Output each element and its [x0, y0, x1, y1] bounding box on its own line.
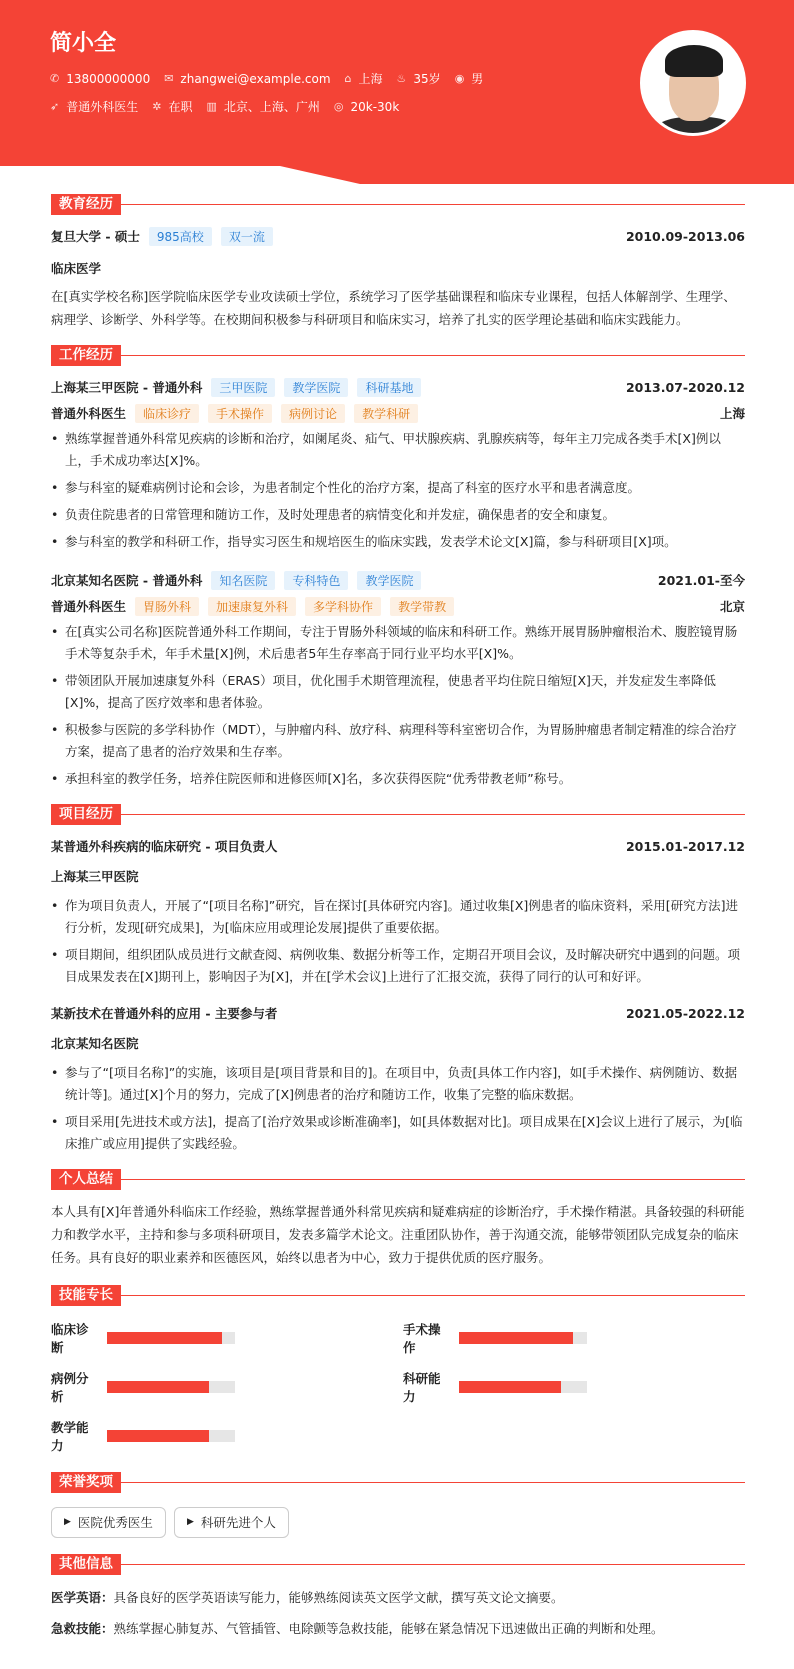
skill-name: 科研能力	[403, 1371, 441, 1404]
job-header	[51, 569, 745, 591]
skill-name: 病例分析	[51, 1371, 89, 1404]
tag: 教学医院	[357, 571, 421, 590]
job-role-row	[51, 595, 745, 617]
skill-bar-fill	[107, 1332, 222, 1344]
triangle-icon: ▶	[186, 1517, 194, 1527]
location: 上海	[358, 72, 383, 86]
tag: 教学医院	[284, 378, 348, 397]
list-item: • 带领团队开展加速康复外科（ERAS）项目，优化围手术期管理流程，使患者平均住院日缩短[X]天，并发症发生率降低[X]%，提高了医疗效率和患者体验。	[51, 670, 745, 714]
tag: 知名医院	[211, 571, 275, 590]
skill-bar-fill	[107, 1381, 209, 1393]
list-item: • 负责住院患者的日常管理和随访工作，及时处理患者的病情变化和并发症，确保患者的安全和康复。	[51, 504, 745, 526]
tag: 双一流	[221, 227, 273, 246]
project-org-row	[51, 1032, 745, 1054]
date: 2021.01-至今	[657, 573, 745, 588]
job-role-row	[51, 402, 745, 424]
skill-tag: 病例讨论	[281, 404, 345, 423]
list-item: • 在[真实公司名称]医院普通外科工作期间，专注于胃肠外科领域的临床和科研工作。熟练开展胃肠肿瘤根治术、腹腔镜胃肠手术等复杂手术，年手术量[X]例，术后患者5年生存率高于同行业平均水平[X]%。	[51, 621, 745, 665]
list-item: • 熟练掌握普通外科常见疾病的诊断和治疗，如阑尾炎、疝气、甲状腺疾病、乳腺疾病等，每年主刀完成各类手术[X]例以上，手术成功率达[X]%。	[51, 428, 745, 472]
section-work	[51, 345, 745, 366]
section-education	[51, 194, 745, 215]
skill-tag: 教学科研	[354, 404, 418, 423]
contact-row	[50, 70, 483, 87]
skill-tag: 胃肠外科	[135, 597, 199, 616]
tag: 三甲医院	[211, 378, 275, 397]
skill-bar	[107, 1332, 235, 1344]
tag: 985高校	[149, 227, 212, 246]
list-item: • 承担科室的教学任务，培养住院医师和进修医师[X]名，多次获得医院“优秀带教老师”称号。	[51, 768, 745, 790]
bullet-list	[51, 621, 745, 790]
skill-tag: 临床诊疗	[135, 404, 199, 423]
skill-name: 教学能力	[51, 1420, 89, 1453]
major: 临床医学	[51, 261, 102, 276]
cake-icon: ♨	[396, 72, 407, 85]
skill-bar	[107, 1381, 235, 1393]
skill-tag: 多学科协作	[305, 597, 381, 616]
target-position: 普通外科医生	[66, 100, 139, 114]
bullet-list	[51, 895, 745, 988]
section-title: 项目经历	[51, 804, 121, 825]
project-name: 某普通外科疾病的临床研究 - 项目负责人	[51, 839, 278, 854]
skill-item	[51, 1418, 403, 1454]
tag: 科研基地	[357, 378, 421, 397]
email: zhangwei@example.com	[180, 71, 331, 86]
date: 2021.05-2022.12	[625, 1005, 745, 1021]
skill-bar-fill	[459, 1381, 561, 1393]
employer: 北京某知名医院 - 普通外科	[51, 573, 203, 588]
skill-tag: 教学带教	[390, 597, 454, 616]
salary-icon: ◎	[333, 100, 344, 113]
triangle-icon: ▶	[64, 1517, 71, 1527]
send-icon: ➶	[50, 100, 60, 113]
job-header	[51, 376, 745, 398]
skill-item	[403, 1320, 743, 1356]
section-title: 工作经历	[51, 345, 121, 366]
date: 2015.01-2017.12	[625, 838, 745, 854]
gender-icon: ◉	[454, 72, 465, 85]
skill-bar-fill	[459, 1332, 573, 1344]
project-header	[51, 1002, 745, 1024]
job-role-group	[51, 597, 454, 616]
intent-row	[50, 98, 399, 115]
section-projects	[51, 804, 745, 825]
project-header	[51, 835, 745, 857]
avatar	[640, 30, 746, 136]
phone-icon: ✆	[50, 72, 60, 85]
salary: 20k-30k	[350, 99, 400, 114]
project-org: 北京某知名医院	[51, 1036, 139, 1051]
bullet-list	[51, 428, 745, 553]
skill-item	[51, 1320, 403, 1356]
other-label: 急救技能：	[51, 1621, 114, 1636]
tag: 专科特色	[284, 571, 348, 590]
section-skills	[51, 1285, 745, 1306]
award-item	[174, 1507, 289, 1538]
other-item	[51, 1618, 745, 1640]
role: 普通外科医生	[51, 406, 127, 421]
skill-bar	[459, 1332, 587, 1344]
section-summary	[51, 1169, 745, 1190]
age: 35岁	[413, 72, 441, 86]
project-org-row	[51, 865, 745, 887]
role: 普通外科医生	[51, 599, 127, 614]
job-org-group	[51, 571, 421, 590]
other-text: 熟练掌握心肺复苏、气管插管、电除颤等急救技能，能够在紧急情况下迅速做出正确的判断和处理。	[113, 1621, 664, 1636]
target-cities: 北京、上海、广州	[223, 100, 320, 114]
mail-icon: ✉	[164, 72, 174, 85]
job-status: 在职	[168, 100, 193, 114]
skill-item	[51, 1369, 403, 1405]
list-item: • 项目采用[先进技术或方法]，提高了[治疗效果或诊断准确率]，如[具体数据对比]。项目成果在[X]会议上进行了展示，为[临床推广或应用]提供了实践经验。	[51, 1111, 745, 1155]
award-label: 医院优秀医生	[77, 1515, 153, 1530]
bullet-list	[51, 1062, 745, 1155]
project-name: 某新技术在普通外科的应用 - 主要参与者	[51, 1006, 278, 1021]
candidate-name: 简小全	[50, 31, 117, 56]
award-item	[51, 1507, 166, 1538]
employer: 上海某三甲医院 - 普通外科	[51, 380, 203, 395]
school: 复旦大学 - 硕士	[51, 229, 140, 244]
job-role-group	[51, 404, 418, 423]
job-org-group	[51, 378, 421, 397]
home-icon: ⌂	[344, 72, 352, 85]
status-icon: ✲	[152, 100, 162, 113]
city: 上海	[719, 406, 745, 421]
list-item: • 积极参与医院的多学科协作（MDT），与肿瘤内科、放疗科、病理科等科室密切合作，为胃肠肿瘤患者制定精准的综合治疗方案，提高了患者的治疗效果和生存率。	[51, 719, 745, 763]
list-item: • 参与科室的疑难病例讨论和会诊，为患者制定个性化的治疗方案，提高了科室的医疗水平和患者满意度。	[51, 477, 745, 499]
other-item	[51, 1587, 745, 1609]
section-other	[51, 1554, 745, 1575]
building-icon: ▥	[206, 100, 217, 113]
education-desc: 在[真实学校名称]医学院临床医学专业攻读硕士学位，系统学习了医学基础课程和临床专业课程，包括人体解剖学、生理学、病理学、诊断学、外科学等。在校期间积极参与科研项目和临床实习，培养了扎实的医学理论基础和临床实践能力。	[51, 289, 736, 327]
award-label: 科研先进个人	[200, 1515, 276, 1530]
list-item: • 作为项目负责人，开展了“[项目名称]”研究，旨在探讨[具体研究内容]。通过收集[X]例患者的临床资料，采用[研究方法]进行分析，发现[研究成果]，为[临床应用或理论发展]提供了重要依据。	[51, 895, 745, 939]
skill-name: 手术操作	[403, 1322, 441, 1355]
skill-tag: 手术操作	[208, 404, 272, 423]
phone: 13800000000	[66, 71, 151, 86]
list-item: • 参与了“[项目名称]”的实施，该项目是[项目背景和目的]。在项目中，负责[具体工作内容]，如[手术操作、病例随访、数据统计等]。通过[X]个月的努力，完成了[X]例患者的治疗和随访工作，收集了完整的临床数据。	[51, 1062, 745, 1106]
list-item: • 项目期间，组织团队成员进行文献查阅、病例收集、数据分析等工作，定期召开项目会议，及时解决研究中遇到的问题。项目成果发表在[X]期刊上，影响因子为[X]，并在[学术会议]上进行了汇报交流，获得了同行的认可和好评。	[51, 944, 745, 988]
section-title: 荣誉奖项	[51, 1472, 121, 1493]
date: 2013.07-2020.12	[625, 379, 745, 395]
section-title: 个人总结	[51, 1169, 121, 1190]
city: 北京	[719, 599, 745, 614]
section-title: 技能专长	[51, 1285, 121, 1306]
other-text: 具备良好的医学英语读写能力，能够熟练阅读英文医学文献，撰写英文论文摘要。	[113, 1590, 564, 1605]
section-awards	[51, 1472, 745, 1493]
section-title: 教育经历	[51, 194, 121, 215]
list-item: • 参与科室的教学和科研工作，指导实习医生和规培医生的临床实践，发表学术论文[X]篇，参与科研项目[X]项。	[51, 531, 745, 553]
gender: 男	[471, 72, 484, 86]
skill-tag: 加速康复外科	[208, 597, 296, 616]
skill-item	[403, 1369, 743, 1405]
date: 2010.09-2013.06	[625, 228, 745, 244]
other-label: 医学英语：	[51, 1590, 114, 1605]
summary-text: 本人具有[X]年普通外科临床工作经验，熟练掌握普通外科常见疾病和疑难病症的诊断治疗，手术操作精湛。具备较强的科研能力和教学水平，主持和参与多项科研项目，发表多篇学术论文。注重团队协作，善于沟通交流，能够带领团队完成复杂的临床任务。具有良好的职业素养和医德医风，始终以患者为中心，致力于提供优质的医疗服务。	[51, 1204, 745, 1265]
skill-name: 临床诊断	[51, 1322, 89, 1355]
section-title: 其他信息	[51, 1554, 121, 1575]
skill-bar	[459, 1381, 587, 1393]
project-org: 上海某三甲医院	[51, 869, 139, 884]
skill-bar	[107, 1430, 235, 1442]
skill-bar-fill	[107, 1430, 209, 1442]
